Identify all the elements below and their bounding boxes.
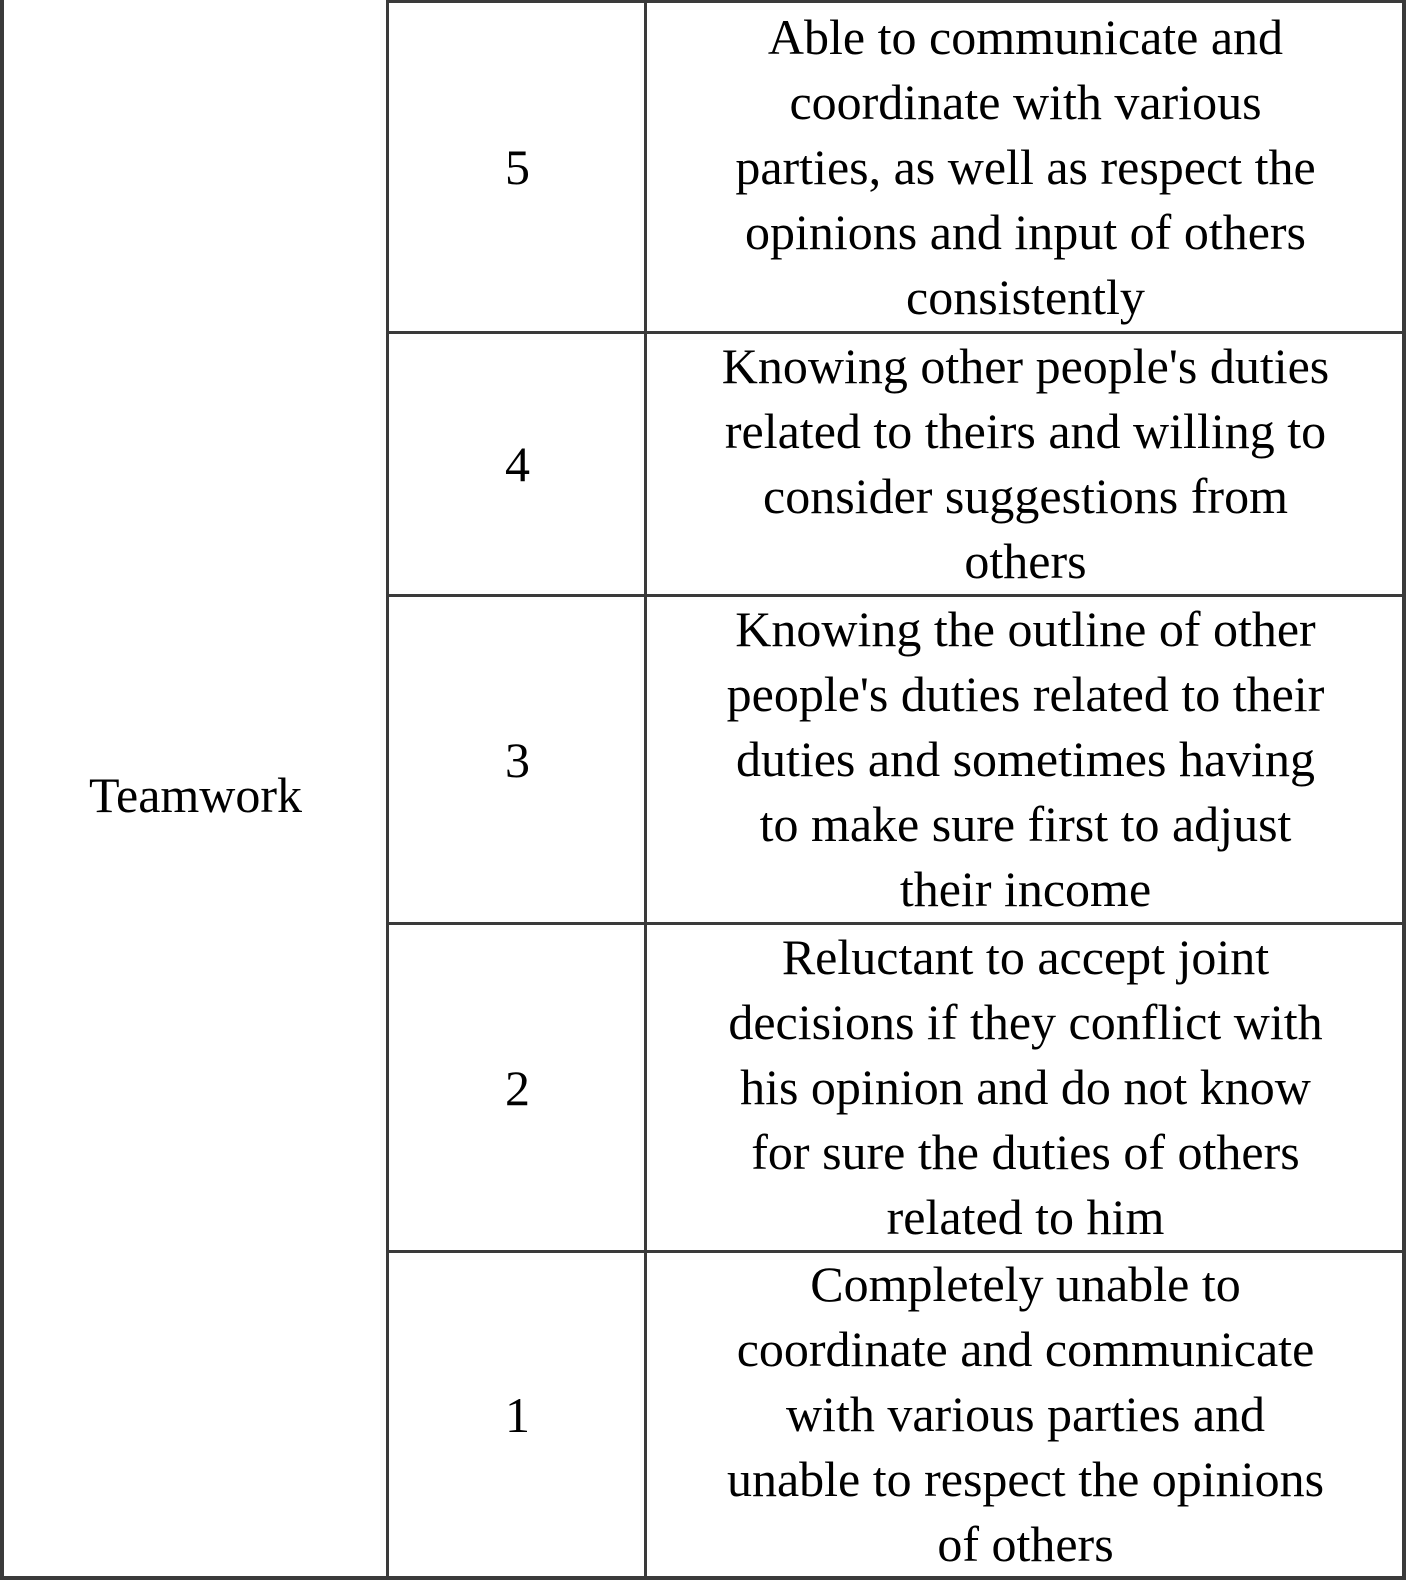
score-value: 2 [505,1059,530,1116]
score-value: 4 [505,436,530,492]
description-line: unable to respect the opinions [726,1451,1325,1507]
description-text [722,334,1330,594]
description-text [727,1252,1324,1577]
description-line: to make sure first to adjust [759,796,1292,852]
description-cell-4 [648,334,1403,594]
description-line: of others [937,1516,1114,1572]
description-line: decisions if they conflict with [728,994,1323,1050]
description-text [728,925,1322,1250]
criterion-label: Teamwork [88,767,303,823]
score-cell-1 [390,1253,645,1576]
description-line: duties and sometimes having [735,731,1316,787]
description-line: related to theirs and willing to [724,403,1327,459]
score-value: 5 [505,139,530,195]
score-cell-3 [390,597,645,922]
description-cell-3 [648,597,1403,922]
description-line: others [964,533,1087,589]
score-value: 1 [505,1386,530,1443]
description-line: his opinion and do not know [740,1059,1311,1115]
description-line: Reluctant to accept joint [781,929,1270,985]
description-cell-2 [648,925,1403,1250]
description-line: consider suggestions from [763,468,1288,524]
description-line: with various parties and [785,1386,1266,1442]
description-line: consistently [906,268,1145,325]
description-line: Able to communicate and [767,8,1284,65]
description-text [727,597,1325,922]
description-cell-1 [648,1253,1403,1576]
criterion-cell [4,0,387,1580]
score-value: 3 [505,731,530,788]
description-line: for sure the duties of others [751,1124,1300,1180]
description-line: coordinate and communicate [736,1321,1315,1377]
score-cell-4 [390,334,645,594]
description-line: Knowing other people's duties [721,338,1330,394]
description-cell-5 [648,3,1403,331]
description-line: coordinate with various [789,73,1262,130]
score-cell-5 [390,3,645,331]
description-line: opinions and input of others [744,203,1307,260]
score-cell-2 [390,925,645,1250]
description-line: related to him [886,1189,1165,1245]
description-line: their income [899,861,1152,917]
description-text [735,5,1315,330]
description-line: Knowing the outline of other [735,601,1316,657]
description-line: people's duties related to their [726,666,1325,722]
description-line: parties, as well as respect the [735,138,1316,195]
description-line: Completely unable to [810,1256,1241,1312]
